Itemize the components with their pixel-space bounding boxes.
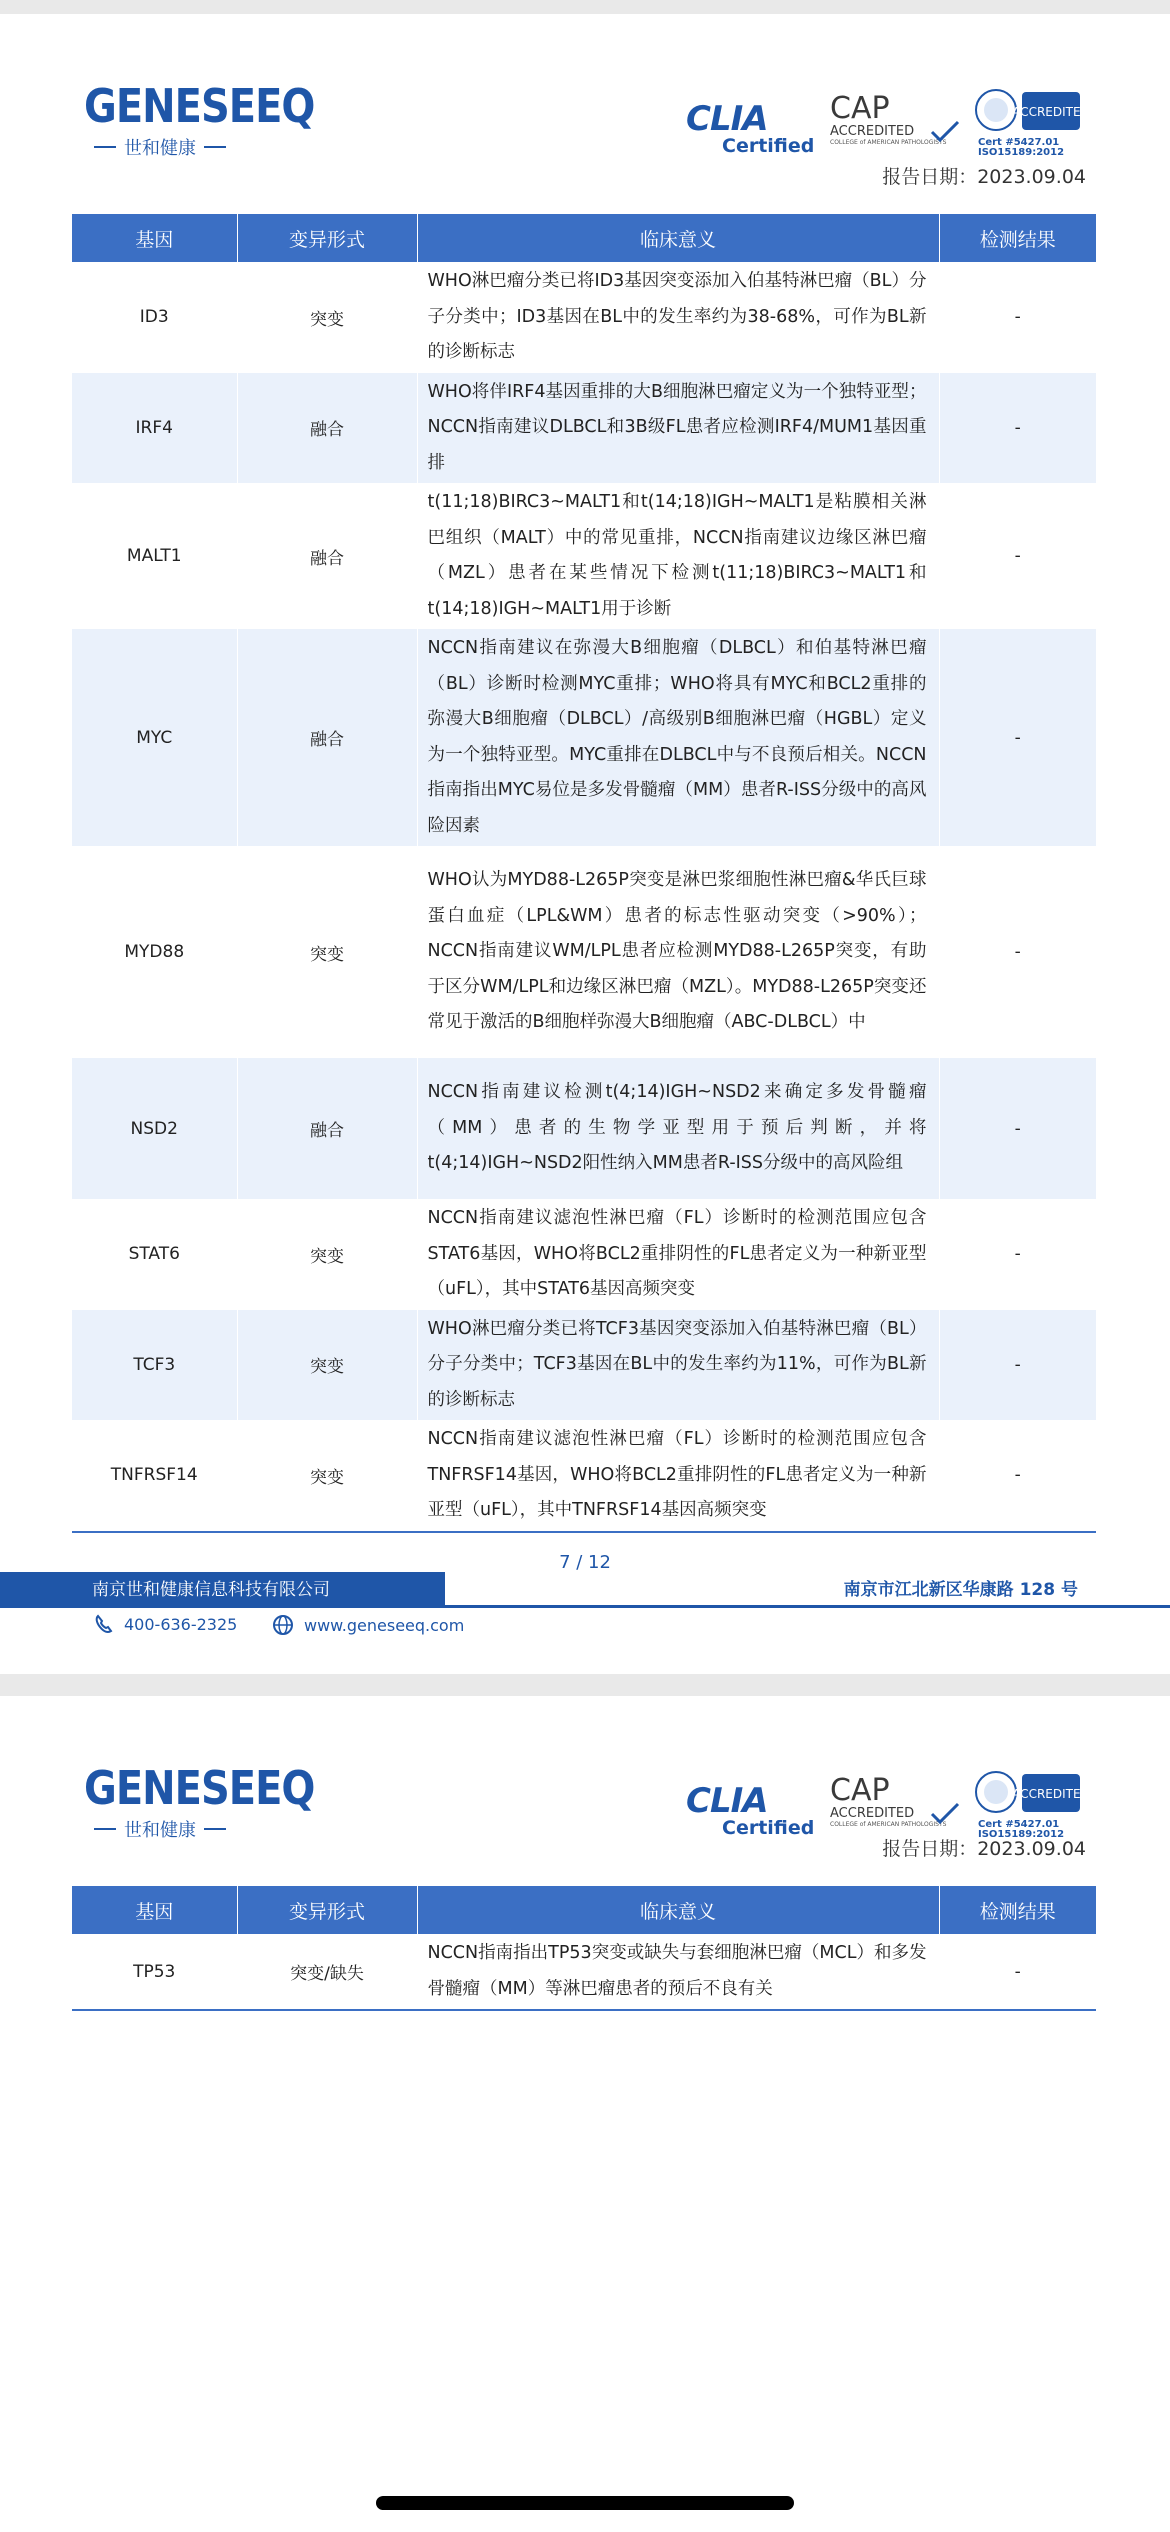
variant-type-cell: 融合 [237,1058,417,1199]
gene-cell: MYD88 [72,846,237,1058]
cap-accredited-logo [830,1773,958,1828]
significance-cell: WHO将伴IRF4基因重排的大B细胞淋巴瘤定义为一个独特亚型；NCCN指南建议DLBCL和3B级FL患者应检测IRF4/MUM1基因重排 [417,373,939,484]
table-row [72,1199,1096,1310]
logo-divider [94,1828,116,1830]
header-variant-type: 变异形式 [237,1886,417,1934]
gene-cell: TNFRSF14 [72,1420,237,1532]
table-header-row [72,214,1096,262]
gene-cell: TCF3 [72,1310,237,1421]
company-name: 南京世和健康信息科技有限公司 [0,1572,445,1608]
geneseeq-logo [84,1762,315,1842]
iso-standard: ISO15189:2012 [978,147,1065,158]
variant-type-cell: 突变 [237,1199,417,1310]
header-gene: 基因 [72,1886,237,1934]
result-cell: - [1014,546,1021,566]
significance-cell: NCCN指南建议在弥漫大B细胞瘤（DLBCL）和伯基特淋巴瘤（BL）诊断时检测MYC重排；WHO将具有MYC和BCL2重排的弥漫大B细胞瘤（DLBCL）/高级别B细胞淋巴瘤（HGBL）定义为一个独特亚型。MYC重排在DLBCL中与不良预后相关。NCCN指南指出MYC易位是多发骨髓瘤（MM）患者R-ISS分级中的高风险因素 [417,629,939,846]
gene-table-page-2 [72,1886,1096,2011]
clia-certified-logo [686,1781,816,1839]
gene-cell: ID3 [72,262,237,373]
page-number: 7 / 12 [559,1552,611,1573]
gene-table-page-1 [72,214,1096,1533]
table-row [72,262,1096,373]
iso-accreditation-logo [974,86,1090,158]
iso-badge-text: ACCREDITED [1012,105,1090,119]
company-address: 南京市江北新区华康路 128 号 [843,1580,1078,1600]
logo-wordmark: GENESEEQ [84,1762,315,1816]
globe-icon [272,1614,294,1636]
significance-cell: t(11;18)BIRC3~MALT1和t(14;18)IGH~MALT1是粘膜相关淋巴组织（MALT）中的常见重排，NCCN指南建议边缘区淋巴瘤（MZL）患者在某些情况下检测t(11;18)BIRC3~MALT1和t(14;18)IGH~MALT1用于诊断 [417,483,939,629]
logo-subtitle-row [84,134,236,160]
significance-cell: NCCN指南建议滤泡性淋巴瘤（FL）诊断时的检测范围应包含STAT6基因，WHO将BCL2重排阴性的FL患者定义为一种新亚型（uFL），其中STAT6基因高频突变 [417,1199,939,1310]
cap-accredited-label: ACCREDITED [830,124,915,139]
clia-wordmark: CLIA [686,99,768,139]
iso-standard: ISO15189:2012 [978,1829,1065,1840]
logo-divider [204,1828,226,1830]
table-row [72,1058,1096,1199]
geneseeq-logo [84,80,315,160]
logo-wordmark: GENESEEQ [84,80,315,134]
clia-certified-label: Certified [722,1817,815,1839]
result-cell: - [939,1310,1096,1421]
result-cell: - [1014,1244,1021,1265]
cap-college-label: COLLEGE of AMERICAN PATHOLOGISTS [830,139,947,146]
website-link[interactable]: www.geneseeq.com [304,1615,465,1635]
variant-type-cell: 融合 [237,483,417,629]
cap-wordmark: CAP [830,91,890,126]
ilac-mra-seal-icon [974,1768,1090,1818]
variant-type-cell: 融合 [237,629,417,846]
gene-cell: NSD2 [72,1058,237,1199]
header-result: 检测结果 [939,1886,1096,1934]
phone-icon [94,1614,114,1634]
iso-accreditation-logo [974,1768,1090,1840]
result-cell: - [939,1420,1096,1532]
phone-number: 400-636-2325 [124,1614,238,1634]
iso-cert-number: Cert #5427.01 [978,137,1060,148]
header-result: 检测结果 [939,214,1096,262]
gene-cell: MALT1 [72,483,237,629]
variant-type-cell: 突变 [237,1310,417,1421]
table-row [72,483,1096,629]
gene-cell: STAT6 [72,1199,237,1310]
significance-cell: WHO淋巴瘤分类已将ID3基因突变添加入伯基特淋巴瘤（BL）分子分类中；ID3基因在BL中的发生率约为38-68%，可作为BL新的诊断标志 [417,262,939,373]
logo-subtitle: 世和健康 [124,138,196,159]
logo-subtitle-row [84,1816,236,1842]
result-cell: - [939,373,1096,484]
table-row [72,1310,1096,1421]
checkmark-icon [930,120,960,142]
variant-type-cell: 突变 [237,846,417,1058]
report-page-1 [0,14,1170,1674]
gene-cell: IRF4 [72,373,237,484]
gene-cell: TP53 [72,1934,237,2010]
variant-type-cell: 突变 [237,262,417,373]
report-date: 报告日期：2023.09.04 [882,1838,1086,1860]
header-clinical-significance: 临床意义 [417,214,939,262]
cap-accredited-logo [830,91,958,146]
clia-wordmark: CLIA [686,1781,768,1821]
iso-badge-text: ACCREDITED [1012,1787,1090,1801]
checkmark-icon [930,1802,960,1824]
significance-cell: WHO淋巴瘤分类已将TCF3基因突变添加入伯基特淋巴瘤（BL）分子分类中；TCF3基因在BL中的发生率约为11%，可作为BL新的诊断标志 [417,1310,939,1421]
variant-type-cell: 突变/缺失 [237,1934,417,2010]
logo-subtitle: 世和健康 [124,1820,196,1841]
result-cell: - [939,629,1096,846]
significance-cell: WHO认为MYD88-L265P突变是淋巴浆细胞性淋巴瘤&华氏巨球蛋白血症（LPL&WM）患者的标志性驱动突变（>90%）；NCCN指南建议WM/LPL患者应检测MYD88-L265P突变，有助于区分WM/LPL和边缘区淋巴瘤（MZL）。MYD88-L265P突变还常见于激活的B细胞样弥漫大B细胞瘤（ABC-DLBCL）中 [417,846,939,1058]
cap-accredited-label: ACCREDITED [830,1806,915,1821]
report-date: 报告日期：2023.09.04 [882,166,1086,188]
header-gene: 基因 [72,214,237,262]
website-contact[interactable] [272,1614,464,1636]
logo-divider [204,146,226,148]
variant-type-cell: 突变 [237,1420,417,1532]
clia-certified-label: Certified [722,135,815,157]
logo-divider [94,146,116,148]
cap-wordmark: CAP [830,1773,890,1808]
iso-text [978,138,1064,158]
clia-certified-logo [686,99,816,157]
result-cell: - [1014,942,1021,962]
table-row [72,629,1096,846]
significance-cell: NCCN指南指出TP53突变或缺失与套细胞淋巴瘤（MCL）和多发骨髓瘤（MM）等淋巴瘤患者的预后不良有关 [417,1934,939,2010]
table-row [72,373,1096,484]
iso-cert-number: Cert #5427.01 [978,1819,1060,1830]
header-clinical-significance: 临床意义 [417,1886,939,1934]
table-row [72,1934,1096,2010]
report-page-2 [0,1696,1170,2532]
result-cell: - [939,1934,1096,2010]
phone-contact [94,1614,237,1634]
header-variant-type: 变异形式 [237,214,417,262]
significance-cell: NCCN指南建议滤泡性淋巴瘤（FL）诊断时的检测范围应包含TNFRSF14基因，WHO将BCL2重排阴性的FL患者定义为一种新亚型（uFL），其中TNFRSF14基因高频突变 [417,1420,939,1532]
table-row [72,846,1096,1058]
ilac-mra-seal-icon [974,86,1090,136]
cap-college-label: COLLEGE of AMERICAN PATHOLOGISTS [830,1821,947,1828]
result-cell: - [1014,307,1021,328]
table-row [72,1420,1096,1532]
variant-type-cell: 融合 [237,373,417,484]
result-cell: - [939,1058,1096,1199]
footer-bar [0,1572,1170,1608]
gene-cell: MYC [72,629,237,846]
significance-cell: NCCN指南建议检测t(4;14)IGH~NSD2来确定多发骨髓瘤（MM）患者的生物学亚型用于预后判断，并将t(4;14)IGH~NSD2阳性纳入MM患者R-ISS分级中的高风险组 [417,1058,939,1199]
table-header-row [72,1886,1096,1934]
home-indicator[interactable] [376,2496,794,2510]
